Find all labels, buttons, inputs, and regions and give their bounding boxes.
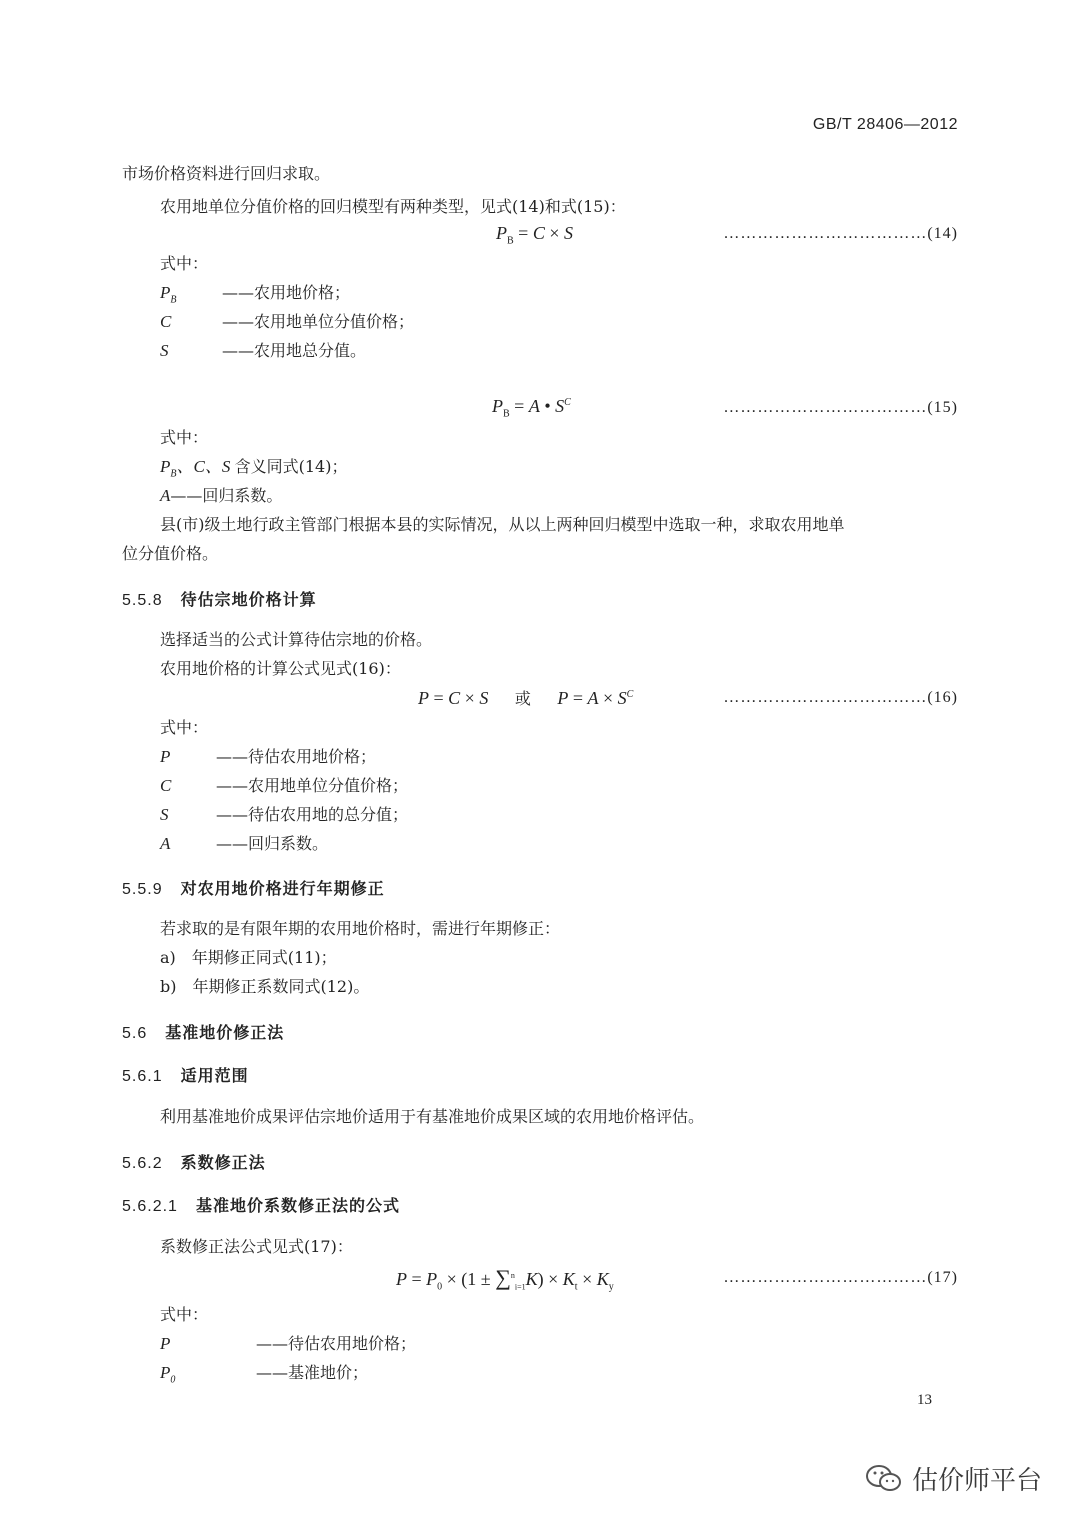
formula-15: $P_B = A$ • $S^C$ bbox=[492, 396, 571, 420]
text-line: 式中： bbox=[160, 254, 209, 273]
formula-16-number: ………………………………(16) bbox=[723, 689, 958, 706]
text-line: 系数修正法公式见式(17)： bbox=[160, 1237, 353, 1256]
watermark bbox=[864, 1460, 1042, 1497]
text-line: 位分值价格。 bbox=[122, 544, 219, 563]
text-line: 农用地单位分值价格的回归模型有两种类型，见式(14)和式(15)： bbox=[160, 197, 626, 216]
list-item: b) 年期修正系数同式(12)。 bbox=[160, 977, 370, 996]
section-heading: 5.6.2.1 基准地价系数修正法的公式 bbox=[122, 1196, 400, 1215]
text-line: 市场价格资料进行回归求取。 bbox=[122, 164, 331, 183]
section-heading: 5.5.9 对农用地价格进行年期修正 bbox=[122, 879, 385, 898]
text-line: 若求取的是有限年期的农用地价格时，需进行年期修正： bbox=[160, 919, 561, 938]
section-heading: 5.5.8 待估宗地价格计算 bbox=[122, 590, 317, 609]
formula-16: P = C × S 或 $P = A \times S^C$ bbox=[418, 688, 634, 708]
page-number: 13 bbox=[917, 1392, 932, 1408]
definition-line: C ——农用地单位分值价格； bbox=[160, 312, 415, 331]
text-line: 利用基准地价成果评估宗地价适用于有基准地价成果区域的农用地价格评估。 bbox=[160, 1107, 705, 1126]
definition-line: P ——待估农用地价格； bbox=[160, 747, 377, 766]
text-line: 选择适当的公式计算待估宗地的价格。 bbox=[160, 630, 433, 649]
text-line: 县(市)级土地行政主管部门根据本县的实际情况，从以上两种回归模型中选取一种，求取农用地单 bbox=[160, 515, 845, 534]
definition-line: A——回归系数。 bbox=[160, 486, 283, 505]
section-heading: 5.6 基准地价修正法 bbox=[122, 1023, 285, 1042]
list-item: a) 年期修正同式(11)； bbox=[160, 948, 337, 967]
formula-15-number: ………………………………(15) bbox=[723, 399, 958, 416]
standard-number: GB/T 28406—2012 bbox=[812, 116, 958, 133]
watermark-text: 估价师平台 bbox=[911, 1466, 1042, 1496]
section-heading: 5.6.2 系数修正法 bbox=[122, 1153, 266, 1172]
text-line: 式中： bbox=[160, 428, 209, 447]
formula-17: $P = P_0 \times (1 \pm \sum^n_{i=1}K) \times K_t \times K_y$ bbox=[396, 1265, 614, 1293]
definition-line: $P_B$、C、S 含义同式(14)； bbox=[160, 457, 348, 480]
definition-line: C ——农用地单位分值价格； bbox=[160, 776, 409, 795]
formula-14: $P_B = C \times S$ bbox=[496, 223, 573, 247]
definition-line: $P_0$ ——基准地价； bbox=[160, 1363, 369, 1386]
definition-line: S ——农用地总分值。 bbox=[160, 341, 367, 360]
formula-17-number: ………………………………(17) bbox=[723, 1269, 958, 1286]
definition-line: A ——回归系数。 bbox=[160, 834, 329, 853]
text-line: 式中： bbox=[160, 718, 209, 737]
wechat-icon bbox=[864, 1463, 904, 1495]
section-heading: 5.6.1 适用范围 bbox=[122, 1066, 249, 1085]
definition-line: $P_B$ ——农用地价格； bbox=[160, 283, 351, 306]
definition-line: P ——待估农用地价格； bbox=[160, 1334, 417, 1353]
text-line: 农用地价格的计算公式见式(16)： bbox=[160, 659, 401, 678]
text-line: 式中： bbox=[160, 1305, 209, 1324]
formula-14-number: ………………………………(14) bbox=[723, 225, 958, 242]
definition-line: S ——待估农用地的总分值； bbox=[160, 805, 409, 824]
